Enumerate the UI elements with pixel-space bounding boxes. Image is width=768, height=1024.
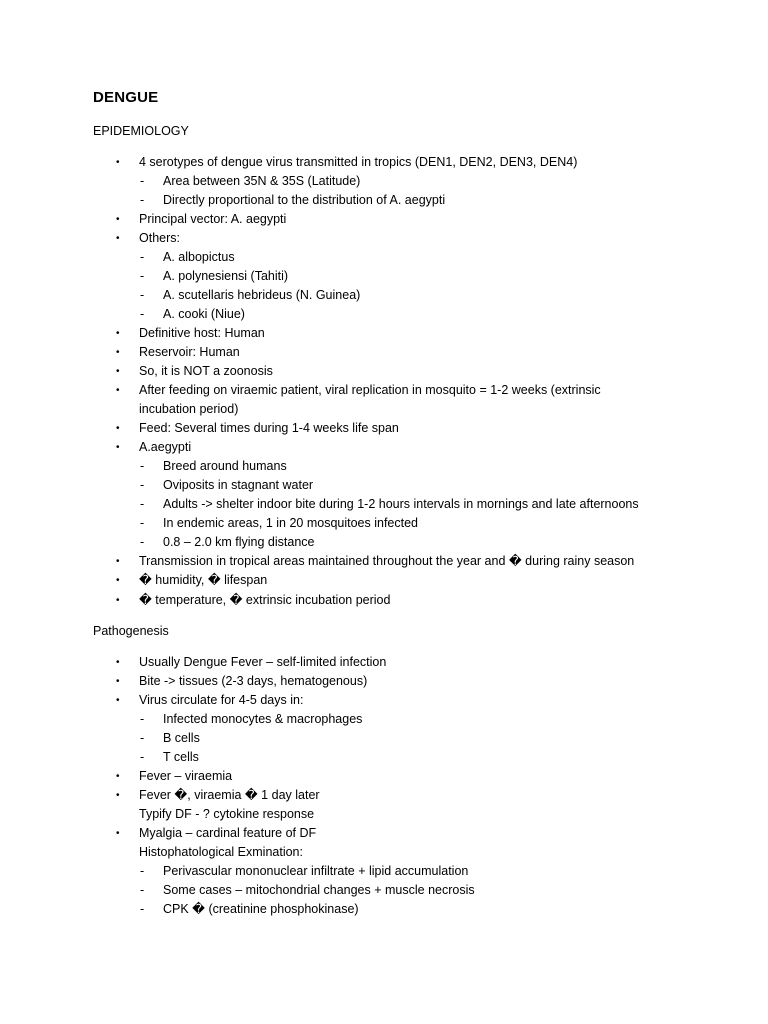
list-item: Virus circulate for 4-5 days in:: [139, 693, 304, 707]
section-heading-pathogenesis: Pathogenesis: [93, 624, 169, 638]
bullet-icon: •: [116, 657, 120, 668]
sub-list-item: Perivascular mononuclear infiltrate + lipid accumulation: [163, 864, 469, 878]
sub-list-item: 0.8 – 2.0 km flying distance: [163, 535, 315, 549]
sub-list-item: Adults -> shelter indoor bite during 1-2 hours intervals in mornings and late afternoons: [163, 497, 639, 511]
dash-marker: -: [140, 712, 145, 726]
dash-marker: -: [140, 731, 145, 745]
list-item: Definitive host: Human: [139, 326, 265, 340]
dash-marker: -: [140, 902, 145, 916]
bullet-icon: •: [116, 385, 120, 396]
list-item: Bite -> tissues (2-3 days, hematogenous): [139, 674, 368, 688]
list-item-continuation: Histophatological Exmination:: [139, 845, 303, 859]
bullet-icon: •: [116, 347, 120, 358]
bullet-icon: •: [116, 442, 120, 453]
sub-list-item: CPK � (creatinine phosphokinase): [163, 902, 359, 916]
bullet-icon: •: [116, 790, 120, 801]
dash-marker: -: [140, 478, 145, 492]
sub-list-item: Oviposits in stagnant water: [163, 478, 314, 492]
bullet-icon: •: [116, 157, 120, 168]
section-heading-epidemiology: EPIDEMIOLOGY: [93, 124, 189, 138]
dash-marker: -: [140, 535, 145, 549]
list-item-continuation: incubation period): [139, 402, 239, 416]
dash-marker: -: [140, 193, 145, 207]
bullet-icon: •: [116, 423, 120, 434]
list-item: After feeding on viraemic patient, viral replication in mosquito = 1-2 weeks (extrinsic: [139, 383, 601, 397]
sub-list-item: Some cases – mitochondrial changes + muscle necrosis: [163, 883, 475, 897]
bullet-icon: •: [116, 595, 120, 606]
dash-marker: -: [140, 750, 145, 764]
sub-list-item: A. cooki (Niue): [163, 307, 245, 321]
dash-marker: -: [140, 288, 145, 302]
bullet-icon: •: [116, 828, 120, 839]
bullet-icon: •: [116, 328, 120, 339]
sub-list-item: Area between 35N & 35S (Latitude): [163, 174, 361, 188]
bullet-icon: •: [116, 233, 120, 244]
list-item: 4 serotypes of dengue virus transmitted in tropics (DEN1, DEN2, DEN3, DEN4): [139, 155, 578, 169]
list-item: A.aegypti: [139, 440, 192, 454]
list-item: Others:: [139, 231, 180, 245]
list-item: Fever – viraemia: [139, 769, 233, 783]
dash-marker: -: [140, 307, 145, 321]
bullet-icon: •: [116, 575, 120, 586]
sub-list-item: A. scutellaris hebrideus (N. Guinea): [163, 288, 361, 302]
sub-list-item: In endemic areas, 1 in 20 mosquitoes infected: [163, 516, 419, 530]
list-item: Usually Dengue Fever – self-limited infection: [139, 655, 387, 669]
sub-list-item: A. albopictus: [163, 250, 235, 264]
bullet-icon: •: [116, 676, 120, 687]
dash-marker: -: [140, 516, 145, 530]
list-item: Principal vector: A. aegypti: [139, 212, 287, 226]
sub-list-item: Directly proportional to the distribution of A. aegypti: [163, 193, 446, 207]
sub-list-item: Breed around humans: [163, 459, 287, 473]
bullet-icon: •: [116, 695, 120, 706]
dash-marker: -: [140, 459, 145, 473]
list-item: � temperature, � extrinsic incubation period: [139, 593, 391, 607]
list-item: So, it is NOT a zoonosis: [139, 364, 273, 378]
dash-marker: -: [140, 497, 145, 511]
dash-marker: -: [140, 883, 145, 897]
sub-list-item: A. polynesiensi (Tahiti): [163, 269, 289, 283]
bullet-icon: •: [116, 214, 120, 225]
sub-list-item: T cells: [163, 750, 199, 764]
list-item: � humidity, � lifespan: [139, 573, 268, 587]
dash-marker: -: [140, 864, 145, 878]
dash-marker: -: [140, 174, 145, 188]
sub-list-item: Infected monocytes & macrophages: [163, 712, 363, 726]
dash-marker: -: [140, 269, 145, 283]
dash-marker: -: [140, 250, 145, 264]
bullet-icon: •: [116, 556, 120, 567]
list-item: Feed: Several times during 1-4 weeks life span: [139, 421, 399, 435]
list-item: Myalgia – cardinal feature of DF: [139, 826, 317, 840]
list-item: Fever �, viraemia � 1 day later: [139, 788, 320, 802]
bullet-icon: •: [116, 366, 120, 377]
list-item-continuation: Typify DF - ? cytokine response: [139, 807, 315, 821]
document-title: DENGUE: [93, 89, 159, 106]
sub-list-item: B cells: [163, 731, 200, 745]
list-item: Reservoir: Human: [139, 345, 240, 359]
list-item: Transmission in tropical areas maintained throughout the year and � during rainy season: [139, 554, 635, 568]
bullet-icon: •: [116, 771, 120, 782]
